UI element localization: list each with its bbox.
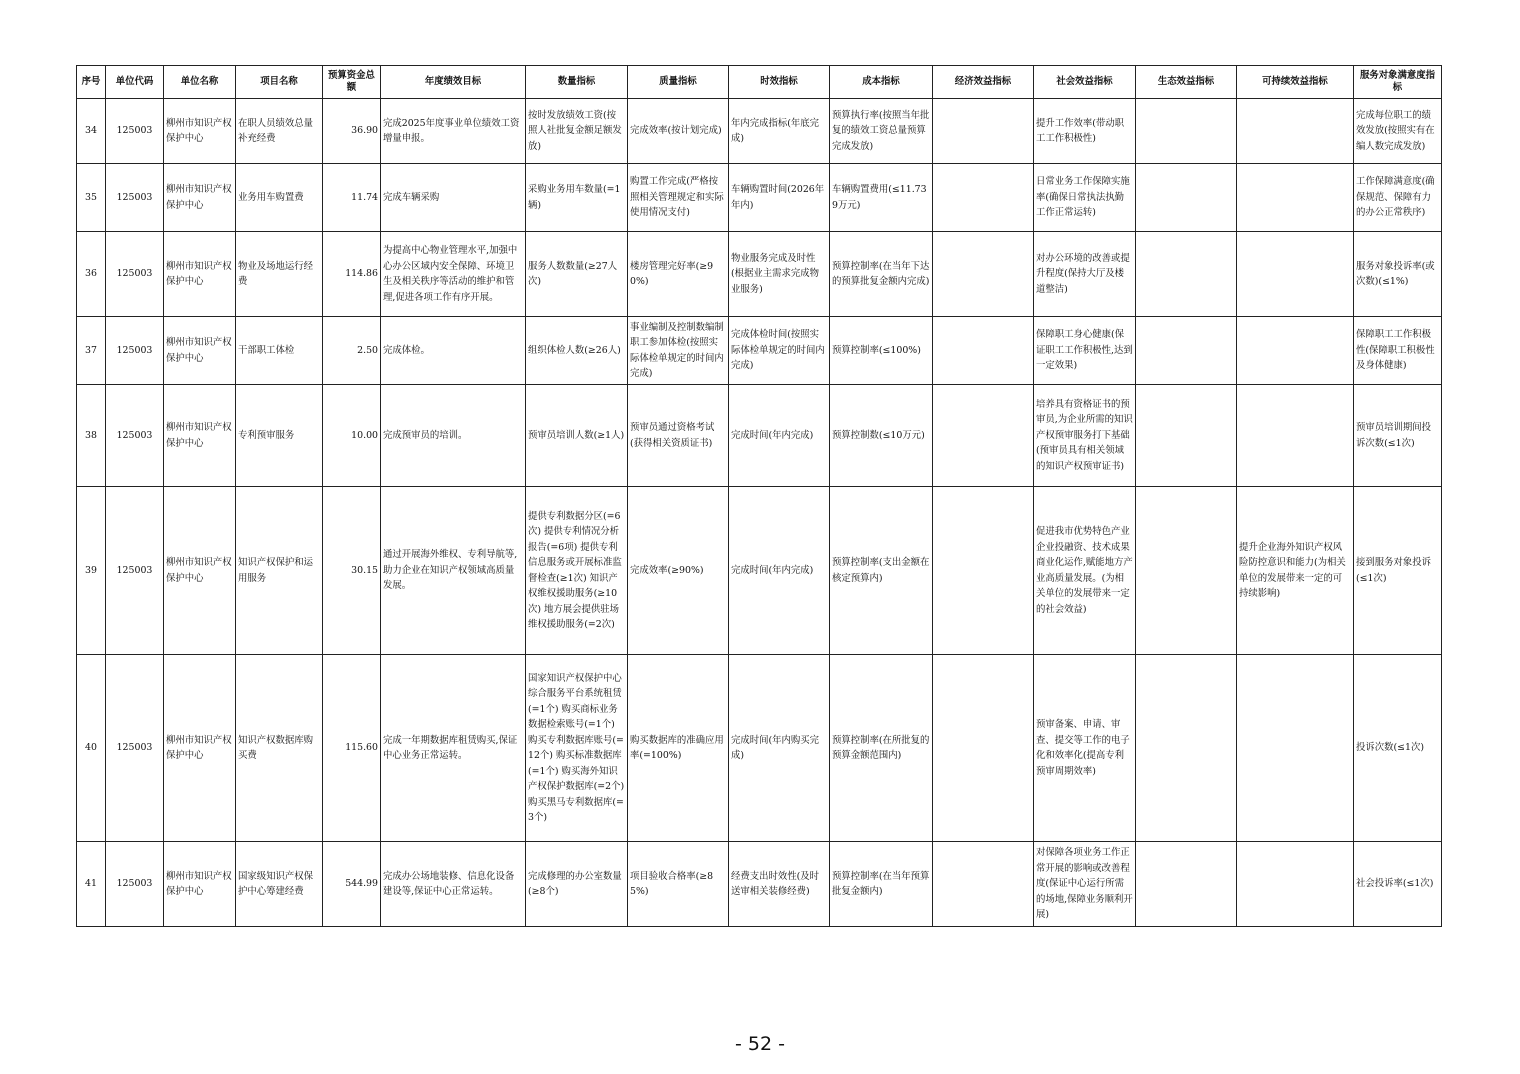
- cell-social: 促进我市优势特色产业企业投融资、技术成果商业化运作,赋能地方产业高质量发展。(为相关单位的发展带来一定的社会效益): [1034, 487, 1136, 655]
- cell-annual-goal: 完成一年期数据库租赁购买,保证中心业务正常运转。: [381, 655, 526, 842]
- cell-satisfaction: 工作保障满意度(确保规范、保障有力的办公正常秩序): [1354, 164, 1442, 232]
- header-satisfaction: 服务对象满意度指标: [1354, 66, 1442, 99]
- cell-seq: 37: [77, 317, 106, 385]
- table-row: [77, 164, 1442, 232]
- cell-cost: 预算控制数(≤10万元): [830, 385, 933, 487]
- cell-ecological: [1136, 385, 1237, 487]
- cell-unit-name: 柳州市知识产权保护中心: [164, 385, 236, 487]
- cell-economic: [933, 99, 1034, 164]
- cell-sustainable: 提升企业海外知识产权风险防控意识和能力(为相关单位的发展带来一定的可持续影响): [1237, 487, 1354, 655]
- cell-unit-code: 125003: [106, 99, 164, 164]
- cell-ecological: [1136, 487, 1237, 655]
- cell-social: 日常业务工作保障实施率(确保日常执法执勤工作正常运转): [1034, 164, 1136, 232]
- cell-timeliness: 完成时间(年内完成): [729, 385, 830, 487]
- cell-sustainable: [1237, 842, 1354, 927]
- cell-annual-goal: 完成预审员的培训。: [381, 385, 526, 487]
- cell-economic: [933, 317, 1034, 385]
- cell-unit-name: 柳州市知识产权保护中心: [164, 99, 236, 164]
- cell-quality: 完成效率(≥90%): [628, 487, 729, 655]
- cell-economic: [933, 232, 1034, 317]
- header-quality: 质量指标: [628, 66, 729, 99]
- cell-seq: 41: [77, 842, 106, 927]
- cell-unit-name: 柳州市知识产权保护中心: [164, 487, 236, 655]
- cell-budget: 2.50: [323, 317, 381, 385]
- cell-social: 提升工作效率(带动职工工作积极性): [1034, 99, 1136, 164]
- header-project-name: 项目名称: [236, 66, 323, 99]
- header-budget: 预算资金总额: [323, 66, 381, 99]
- cell-quantity: 完成修理的办公室数量(≥8个): [526, 842, 628, 927]
- cell-cost: 预算控制率(在当年预算批复金额内): [830, 842, 933, 927]
- table-row: [77, 842, 1442, 927]
- cell-satisfaction: 接到服务对象投诉(≤1次): [1354, 487, 1442, 655]
- cell-cost: 预算控制率(支出金额在核定预算内): [830, 487, 933, 655]
- cell-sustainable: [1237, 317, 1354, 385]
- cell-timeliness: 完成时间(年内完成): [729, 487, 830, 655]
- cell-satisfaction: 服务对象投诉率(或次数)(≤1%): [1354, 232, 1442, 317]
- cell-ecological: [1136, 842, 1237, 927]
- cell-quality: 预审员通过资格考试(获得相关资质证书): [628, 385, 729, 487]
- cell-timeliness: 经费支出时效性(及时送审相关装修经费): [729, 842, 830, 927]
- header-timeliness: 时效指标: [729, 66, 830, 99]
- header-cost: 成本指标: [830, 66, 933, 99]
- cell-cost: 预算控制率(在当年下达的预算批复金额内完成): [830, 232, 933, 317]
- cell-timeliness: 车辆购置时间(2026年年内): [729, 164, 830, 232]
- cell-unit-name: 柳州市知识产权保护中心: [164, 164, 236, 232]
- cell-timeliness: 完成时间(年内购买完成): [729, 655, 830, 842]
- cell-economic: [933, 487, 1034, 655]
- header-seq: 序号: [77, 66, 106, 99]
- cell-social: 对保障各项业务工作正常开展的影响或改善程度(保证中心运行所需的场地,保障业务顺利开展): [1034, 842, 1136, 927]
- header-annual-goal: 年度绩效目标: [381, 66, 526, 99]
- cell-unit-code: 125003: [106, 317, 164, 385]
- cell-unit-name: 柳州市知识产权保护中心: [164, 232, 236, 317]
- cell-timeliness: 完成体检时间(按照实际体检单规定的时间内完成): [729, 317, 830, 385]
- table-row: [77, 99, 1442, 164]
- cell-quantity: 组织体检人数(≥26人): [526, 317, 628, 385]
- cell-project-name: 专利预审服务: [236, 385, 323, 487]
- cell-unit-name: 柳州市知识产权保护中心: [164, 317, 236, 385]
- cell-quantity: 按时发放绩效工资(按照人社批复金额足额发放): [526, 99, 628, 164]
- performance-table: [76, 65, 1442, 927]
- header-sustainable: 可持续效益指标: [1237, 66, 1354, 99]
- cell-cost: 车辆购置费用(≤11.739万元): [830, 164, 933, 232]
- cell-budget: 115.60: [323, 655, 381, 842]
- cell-project-name: 业务用车购置费: [236, 164, 323, 232]
- cell-unit-code: 125003: [106, 655, 164, 842]
- cell-annual-goal: 通过开展海外维权、专利导航等,助力企业在知识产权领域高质量发展。: [381, 487, 526, 655]
- cell-seq: 38: [77, 385, 106, 487]
- cell-budget: 114.86: [323, 232, 381, 317]
- cell-budget: 30.15: [323, 487, 381, 655]
- cell-budget: 544.99: [323, 842, 381, 927]
- cell-social: 对办公环境的改善或提升程度(保持大厅及楼道整洁): [1034, 232, 1136, 317]
- cell-satisfaction: 完成每位职工的绩效发放(按照实有在编人数完成发放): [1354, 99, 1442, 164]
- cell-cost: 预算控制率(在所批复的预算金额范围内): [830, 655, 933, 842]
- cell-project-name: 干部职工体检: [236, 317, 323, 385]
- cell-budget: 10.00: [323, 385, 381, 487]
- cell-seq: 36: [77, 232, 106, 317]
- cell-seq: 34: [77, 99, 106, 164]
- table-row: [77, 487, 1442, 655]
- cell-unit-code: 125003: [106, 487, 164, 655]
- cell-cost: 预算控制率(≤100%): [830, 317, 933, 385]
- cell-ecological: [1136, 232, 1237, 317]
- cell-annual-goal: 完成车辆采购: [381, 164, 526, 232]
- cell-economic: [933, 385, 1034, 487]
- cell-ecological: [1136, 655, 1237, 842]
- header-social: 社会效益指标: [1034, 66, 1136, 99]
- cell-unit-code: 125003: [106, 385, 164, 487]
- header-ecological: 生态效益指标: [1136, 66, 1237, 99]
- table-body: [77, 99, 1442, 927]
- cell-sustainable: [1237, 164, 1354, 232]
- cell-project-name: 知识产权数据库购买费: [236, 655, 323, 842]
- cell-timeliness: 年内完成指标(年底完成): [729, 99, 830, 164]
- cell-budget: 11.74: [323, 164, 381, 232]
- table-row: [77, 655, 1442, 842]
- cell-satisfaction: 保障职工工作积极性(保障职工积极性及身体健康): [1354, 317, 1442, 385]
- cell-social: 培养具有资格证书的预审员,为企业所需的知识产权预审服务打下基础(预审员具有相关领域的知识产权预审证书): [1034, 385, 1136, 487]
- table-row: [77, 232, 1442, 317]
- cell-unit-code: 125003: [106, 232, 164, 317]
- cell-sustainable: [1237, 232, 1354, 317]
- cell-cost: 预算执行率(按照当年批复的绩效工资总量预算完成发放): [830, 99, 933, 164]
- cell-quality: 购置工作完成(严格按照相关管理规定和实际使用情况支付): [628, 164, 729, 232]
- cell-unit-code: 125003: [106, 164, 164, 232]
- cell-annual-goal: 完成办公场地装修、信息化设备建设等,保证中心正常运转。: [381, 842, 526, 927]
- cell-sustainable: [1237, 385, 1354, 487]
- header-unit-name: 单位名称: [164, 66, 236, 99]
- cell-seq: 39: [77, 487, 106, 655]
- cell-ecological: [1136, 164, 1237, 232]
- cell-annual-goal: 完成体检。: [381, 317, 526, 385]
- header-economic: 经济效益指标: [933, 66, 1034, 99]
- cell-budget: 36.90: [323, 99, 381, 164]
- cell-economic: [933, 655, 1034, 842]
- cell-satisfaction: 预审员培训期间投诉次数(≤1次): [1354, 385, 1442, 487]
- table-row: [77, 385, 1442, 487]
- table-row: [77, 317, 1442, 385]
- cell-sustainable: [1237, 99, 1354, 164]
- cell-seq: 40: [77, 655, 106, 842]
- cell-timeliness: 物业服务完成及时性(根据业主需求完成物业服务): [729, 232, 830, 317]
- cell-quantity: 采购业务用车数量(=1辆): [526, 164, 628, 232]
- cell-unit-code: 125003: [106, 842, 164, 927]
- cell-satisfaction: 社会投诉率(≤1次): [1354, 842, 1442, 927]
- cell-quantity: 国家知识产权保护中心综合服务平台系统租赁(=1个) 购买商标业务数据检索账号(=1个) 购买专利数据库账号(=12个) 购买标准数据库(=1个) 购买海外知识产权保护数据库(=2个) 购买黑马专利数据库(=3个): [526, 655, 628, 842]
- cell-quality: 完成效率(按计划完成): [628, 99, 729, 164]
- cell-annual-goal: 完成2025年度事业单位绩效工资增量申报。: [381, 99, 526, 164]
- cell-quality: 楼房管理完好率(≥90%): [628, 232, 729, 317]
- page-number: - 52 -: [735, 1033, 785, 1055]
- header-unit-code: 单位代码: [106, 66, 164, 99]
- cell-social: 保障职工身心健康(保证职工工作积极性,达到一定效果): [1034, 317, 1136, 385]
- cell-ecological: [1136, 99, 1237, 164]
- cell-quality: 购买数据库的准确应用率(=100%): [628, 655, 729, 842]
- cell-sustainable: [1237, 655, 1354, 842]
- cell-annual-goal: 为提高中心物业管理水平,加强中心办公区域内安全保障、环境卫生及相关秩序等活动的维护和管理,促进各项工作有序开展。: [381, 232, 526, 317]
- cell-quantity: 预审员培训人数(≥1人): [526, 385, 628, 487]
- cell-project-name: 知识产权保护和运用服务: [236, 487, 323, 655]
- cell-economic: [933, 164, 1034, 232]
- cell-economic: [933, 842, 1034, 927]
- cell-seq: 35: [77, 164, 106, 232]
- cell-quality: 项目验收合格率(≥85%): [628, 842, 729, 927]
- cell-social: 预审备案、申请、审查、提交等工作的电子化和效率化(提高专利预审周期效率): [1034, 655, 1136, 842]
- table-header-row: [77, 66, 1442, 99]
- cell-unit-name: 柳州市知识产权保护中心: [164, 655, 236, 842]
- cell-unit-name: 柳州市知识产权保护中心: [164, 842, 236, 927]
- cell-project-name: 在职人员绩效总量补充经费: [236, 99, 323, 164]
- cell-quantity: 提供专利数据分区(=6次) 提供专利情况分析报告(=6项) 提供专利信息服务或开展标准监督检查(≥1次) 知识产权维权援助服务(≥10次) 地方展会提供驻场维权援助服务(=2次): [526, 487, 628, 655]
- header-quantity: 数量指标: [526, 66, 628, 99]
- cell-satisfaction: 投诉次数(≤1次): [1354, 655, 1442, 842]
- cell-ecological: [1136, 317, 1237, 385]
- cell-quality: 事业编制及控制数编制职工参加体检(按照实际体检单规定的时间内完成): [628, 317, 729, 385]
- cell-project-name: 物业及场地运行经费: [236, 232, 323, 317]
- cell-project-name: 国家级知识产权保护中心筹建经费: [236, 842, 323, 927]
- cell-quantity: 服务人数数量(≥27人次): [526, 232, 628, 317]
